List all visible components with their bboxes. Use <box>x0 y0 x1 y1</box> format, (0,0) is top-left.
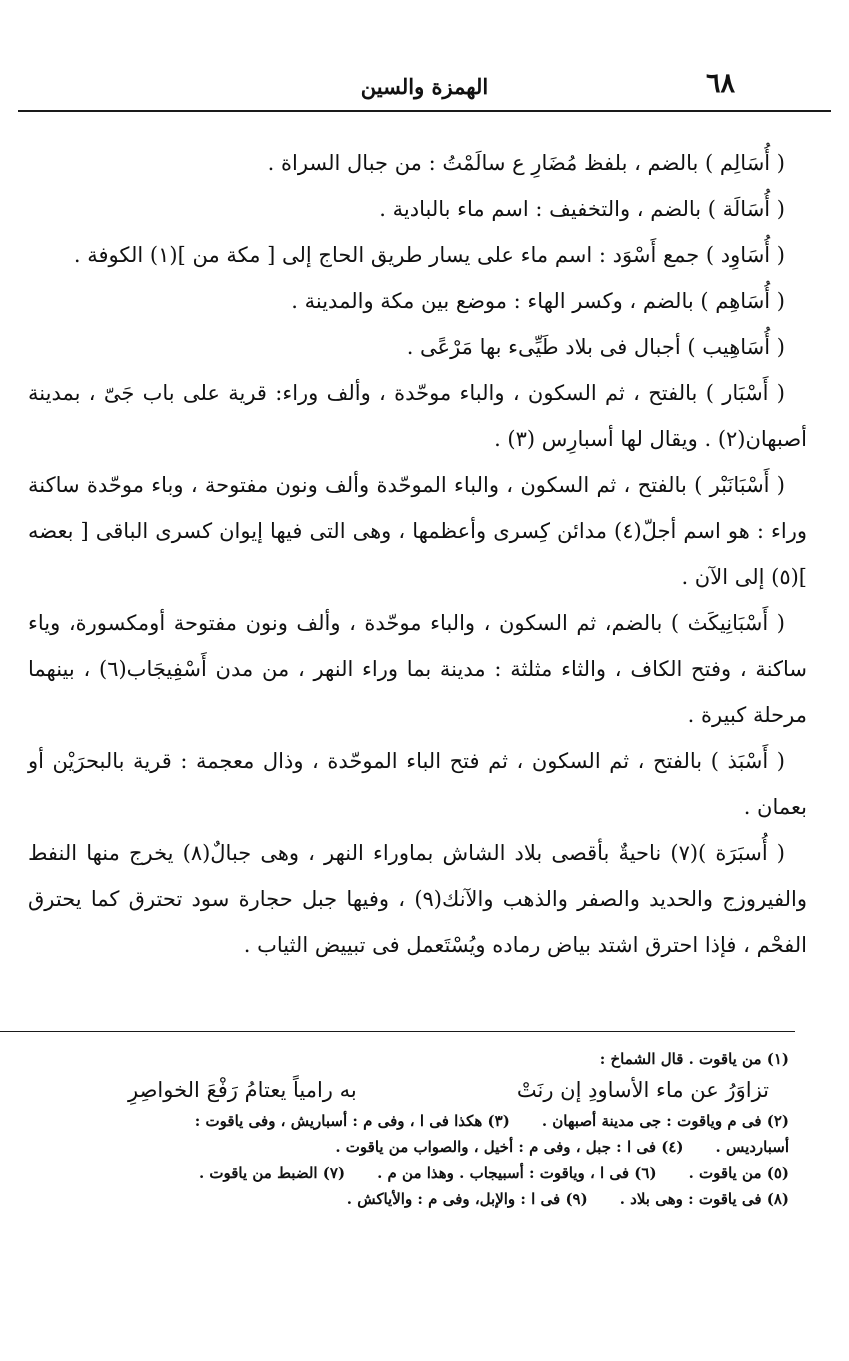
footnotes <box>28 1046 789 1212</box>
entry-asbanikath: ( أَسْبَانِيكَث ) بالضم، ثم السكون ، والباء موحّدة ، وألف ونون مفتوحة أومكسورة، وياء ساكنة ، وفتح الكاف ، والثاء مثلثة : مدينة بما وراء النهر ، من مدن أَسْفِيجَاب(٦) ، بينهما مرحلة كبيرة . <box>28 611 807 727</box>
entry-asawid: ( أُسَاوِد ) جمع أَسْوَد : اسم ماء على يسار طريق الحاج إلى [ مكة من ](١) الكوفة . <box>73 243 785 267</box>
page-header <box>18 66 831 112</box>
entry-asahim: ( أُسَاهِم ) بالضم ، وكسر الهاء : موضع بين مكة والمدينة . <box>291 289 785 313</box>
entry-asala: ( أُسَالَة ) بالضم ، والتخفيف : اسم ماء بالبادية . <box>379 197 785 221</box>
footnote-6: (٦) فى ا ، وياقوت : أسبيجاب . وهذا من م . <box>377 1164 657 1182</box>
poem-second-hemistich: به رامياً يعتامُ رَفْعَ الخواصِرِ <box>128 1078 357 1102</box>
footnote-3: (٣) هكذا فى ا ، وفى م : أسباريش ، وفى ياقوت : <box>194 1112 510 1130</box>
footnote-5: (٥) من ياقوت . <box>688 1164 789 1182</box>
main-text <box>28 140 807 968</box>
entry-asalim: ( أُسَالِم ) بالضم ، بلفظ مُضَارِ ع سالَمْتُ : من جبال السراة . <box>267 151 785 175</box>
page-number: ٦٨ <box>705 68 735 99</box>
entry-asbara: ( أُسبَرَة )(٧) ناحيةٌ بأقصى بلاد الشاش بماوراء النهر ، وهى جبالٌ(٨) يخرج منها النفط والفيروزج والحديد والصفر والذهب والآنك(٩) ، وفيها جبل حجارة سود تحترق كما يحترق الفحْم ، فإذا احترق اشتد بياض رماده ويُسْتَعمل فى تبييض الثياب . <box>28 841 807 957</box>
footnote-row-5-7 <box>28 1160 789 1186</box>
poem-first-hemistich: تزاوَرُ عن ماء الأساودِ إن رنَتْ <box>516 1078 769 1102</box>
footnote-divider <box>0 1031 795 1032</box>
entry-asbanbar: ( أَسْبَانَبْر ) بالفتح ، ثم السكون ، والباء الموحّدة وألف ونون مفتوحة ، وباء موحّدة ساكنة وراء : هو اسم أجلّ(٤) مدائن كِسرى وأعظمها ، وهى التى فيها إيوان كسرى الباقى [ بعضه ](٥) إلى الآن . <box>28 473 807 589</box>
footnote-9: (٩) فى ا : والإبل، وفى م : والأياكش . <box>346 1190 588 1208</box>
running-title: الهمزة والسين <box>360 74 489 99</box>
footnote-row-2-3 <box>28 1108 789 1134</box>
footnote-row-8-9 <box>28 1186 789 1212</box>
footnote-4: (٤) فى ا : جبل ، وفى م : أخيل ، والصواب من ياقوت . <box>335 1138 684 1156</box>
footnote-8: (٨) فى ياقوت : وهى بلاد . <box>619 1190 789 1208</box>
footnote-7: (٧) الضبط من ياقوت . <box>198 1164 346 1182</box>
footnote-2: (٢) فى م وياقوت : جى مدينة أصبهان . <box>541 1112 789 1130</box>
footnote-1: (١) من ياقوت . قال الشماخ : <box>599 1050 789 1068</box>
entry-asbadh: ( أَسْبَذ ) بالفتح ، ثم السكون ، ثم فتح الباء الموحّدة ، وذال معجمة : قرية بالبحرَيْن أو بعمان . <box>28 749 807 819</box>
entry-asahib: ( أُسَاهِيب ) أجبال فى بلاد طَيِّىء بها مَرْعًى . <box>406 335 785 359</box>
entry-asbar: ( أَسْبَار ) بالفتح ، ثم السكون ، والباء موحّدة ، وألف وراء: قرية على باب جَىّ ، بمدينة أصبهان(٢) . ويقال لها أسبارِس (٣) . <box>28 381 807 451</box>
footnote-row-3b-4 <box>28 1134 789 1160</box>
poem-verse <box>28 1072 789 1108</box>
footnote-3-continued: أسبارديس . <box>715 1138 789 1156</box>
